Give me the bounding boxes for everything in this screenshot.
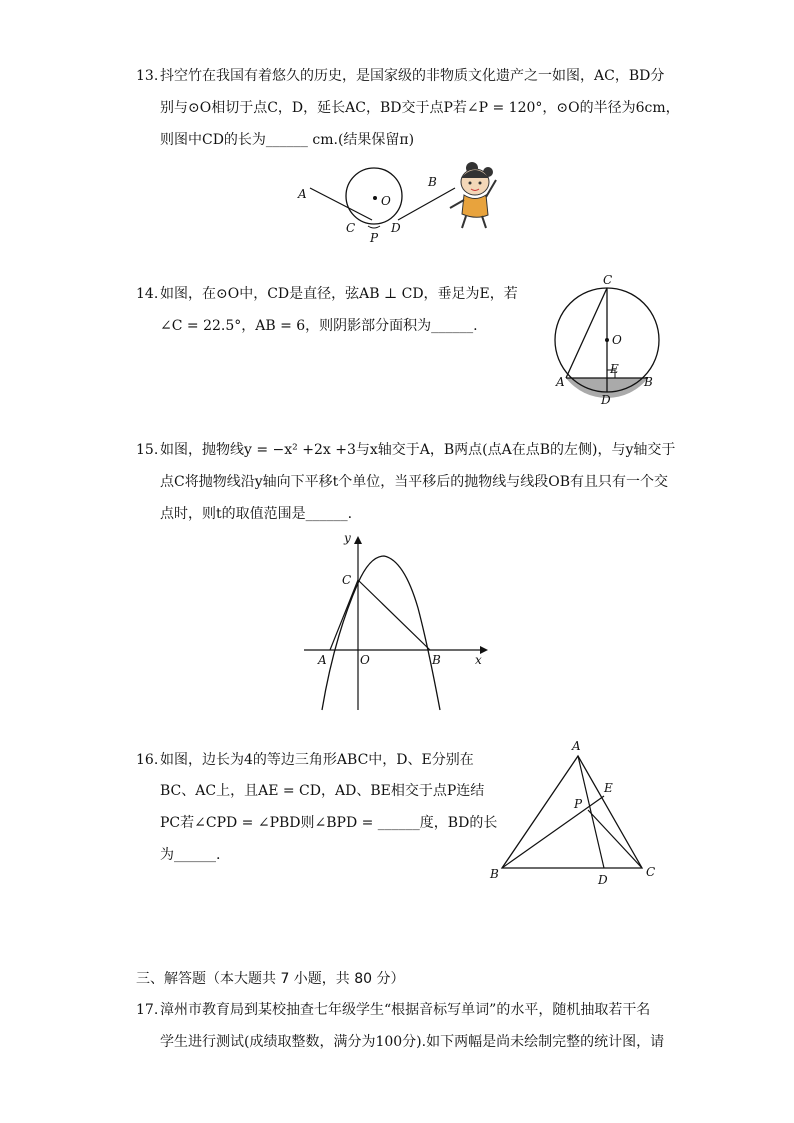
q16-label-d: D (598, 873, 608, 887)
q16-line-4: 为______. (160, 847, 221, 863)
q15-number: 15. (136, 442, 159, 458)
q14-label-b: B (644, 375, 653, 389)
q13-figure (290, 150, 510, 250)
q14-line-1: 如图，在⊙O中，CD是直径，弦AB ⊥ CD，垂足为E，若 (160, 286, 518, 302)
q15-label-x: x (475, 653, 482, 667)
q13-line-2: 别与⊙O相切于点C，D，延长AC，BD交于点P若∠P = 120°，⊙O的半径为6cm， (160, 100, 680, 116)
q16-line-2: BC、AC上，且AE = CD，AD、BE相交于点P连结 (160, 783, 485, 799)
q17-number: 17. (136, 1002, 159, 1018)
q16-label-a: A (572, 739, 581, 753)
q14-label-c: C (603, 273, 613, 287)
q13-label-a: A (298, 187, 307, 201)
q13-label-c: C (346, 221, 356, 235)
q16-label-e: E (604, 781, 613, 795)
q13-line-3: 则图中CD的长为______ cm.(结果保留π) (160, 132, 415, 148)
q15-label-o: O (360, 653, 370, 667)
q13-label-o: O (381, 194, 391, 208)
q16-figure (484, 736, 670, 888)
q15-label-y: y (344, 531, 351, 545)
q13-label-d: D (391, 221, 401, 235)
q16-label-c: C (646, 865, 656, 879)
section-heading: 三、解答题（本大题共 7 小题，共 80 分） (136, 971, 405, 987)
q15-line-2: 点C将抛物线沿y轴向下平移t个单位，当平移后的抛物线与线段OB有且只有一个交 (160, 474, 669, 490)
q14-label-o: O (612, 333, 622, 347)
q13-label-p: P (370, 231, 379, 245)
q15-label-c: C (342, 573, 352, 587)
q14-label-a: A (556, 375, 565, 389)
q14-figure (548, 270, 668, 410)
q14-label-e: E (610, 362, 619, 376)
q15-line-3: 点时，则t的取值范围是______. (160, 506, 353, 522)
q16-line-3: PC若∠CPD = ∠PBD则∠BPD = ______度，BD的长 (160, 815, 498, 831)
q14-line-2: ∠C = 22.5°，AB = 6，则阴影部分面积为______. (160, 318, 478, 334)
q16-label-b: B (490, 867, 499, 881)
q16-number: 16. (136, 752, 159, 768)
q15-label-b: B (432, 653, 441, 667)
q16-label-p: P (574, 797, 583, 811)
q17-line-1: 漳州市教育局到某校抽查七年级学生“根据音标写单词”的水平，随机抽取若干名 (160, 1002, 651, 1018)
diabolo-girl-illustration (450, 162, 496, 228)
q17-line-2: 学生进行测试(成绩取整数，满分为100分).如下两幅是尚未绘制完整的统计图，请 (160, 1034, 665, 1050)
q13-label-b: B (428, 175, 437, 189)
q15-line-1: 如图，抛物线y = −x² +2x +3与x轴交于A，B两点(点A在点B的左侧)，与y轴交于 (160, 442, 676, 458)
q15-figure (300, 528, 500, 714)
q13-number: 13. (136, 68, 159, 84)
q15-label-a: A (318, 653, 327, 667)
q16-line-1: 如图，边长为4的等边三角形ABC中，D、E分别在 (160, 752, 474, 768)
q13-line-1: 抖空竹在我国有着悠久的历史，是国家级的非物质文化遗产之一如图，AC，BD分 (160, 68, 665, 84)
q14-label-d: D (601, 393, 611, 407)
q14-number: 14. (136, 286, 159, 302)
